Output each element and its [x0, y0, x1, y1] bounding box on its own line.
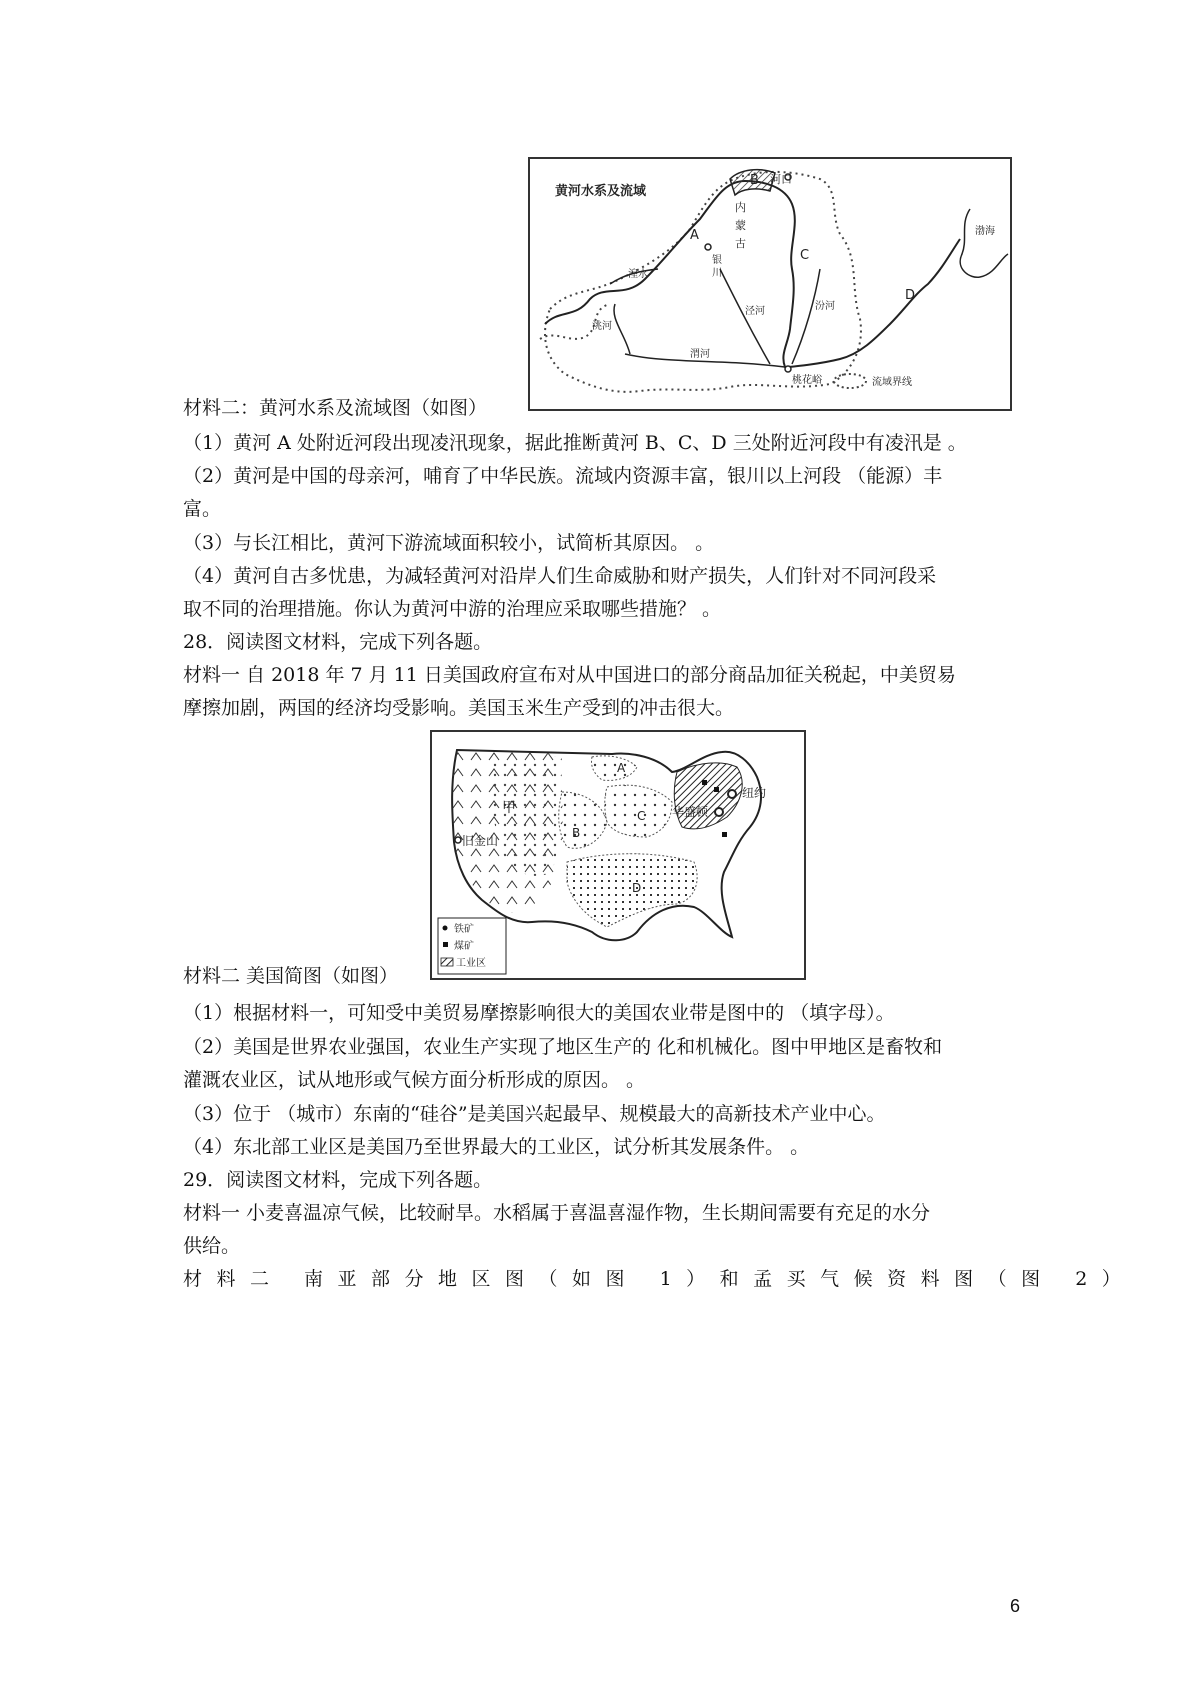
- label-gu: 古: [735, 237, 746, 250]
- usa-label-d: D: [632, 881, 642, 895]
- usa-label-newyork: 纽约: [742, 786, 767, 800]
- fenhe-river: [792, 269, 820, 364]
- legend-boundary: 流域界线: [872, 377, 912, 388]
- yellow-river-map: [528, 157, 1012, 411]
- usa-label-c: C: [637, 809, 646, 823]
- question-28-4: （4）东北部工业区是美国乃至世界最大的工业区，试分析其发展条件。 。: [183, 1136, 810, 1158]
- yellow-river-map-drawing: [530, 159, 1010, 409]
- question-28-1: （1）根据材料一，可知受中美贸易摩擦影响很大的美国农业带是图中的 （填字母）。: [183, 1002, 895, 1024]
- material-29-1-cont: 供给。: [183, 1235, 241, 1257]
- usa-label-sanfrancisco: 旧金山: [462, 834, 499, 848]
- question-29-heading: 29．阅读图文材料，完成下列各题。: [183, 1169, 493, 1191]
- usa-map-drawing: [432, 732, 804, 978]
- question-28-3: （3）位于 （城市）东南的“硅谷”是美国兴起最早、规模最大的高新技术产业中心。: [183, 1103, 886, 1125]
- label-bohai: 渤海: [975, 226, 995, 237]
- question-27-4-cont: 取不同的治理措施。你认为黄河中游的治理应采取哪些措施？ 。: [183, 598, 722, 620]
- question-27-2: （2）黄河是中国的母亲河，哺育了中华民族。流域内资源丰富，银川以上河段 （能源）丰: [183, 465, 943, 487]
- legend-industry: 工业区: [456, 958, 486, 969]
- map1-title: 黄河水系及流域: [555, 184, 647, 199]
- usa-label-b: B: [572, 826, 581, 840]
- question-28-2-cont: 灌溉农业区，试从地形或气候方面分析形成的原因。 。: [183, 1069, 646, 1091]
- material-29-2: 材料二 南亚部分地区图（如图 1）和孟买气候资料图（图 2）: [183, 1268, 1136, 1290]
- label-nei: 内: [735, 201, 746, 214]
- legend-iron: 铁矿: [454, 924, 474, 935]
- label-a: A: [690, 228, 699, 243]
- material-28-1: 材料一 自 2018 年 7 月 11 日美国政府宣布对从中国进口的部分商品加征关税起，中美贸易: [183, 664, 956, 686]
- question-27-2-cont: 富。: [183, 498, 222, 520]
- question-27-1: （1）黄河 A 处附近河段出现凌汛现象，据此推断黄河 B、C、D 三处附近河段中有凌汛是 。: [183, 432, 967, 454]
- label-taohe: 洮河: [592, 321, 612, 332]
- label-yinchuan-1: 银: [712, 255, 722, 266]
- label-meng: 蒙: [735, 219, 746, 232]
- label-hekou: 河口: [770, 173, 792, 186]
- material-29-1: 材料一 小麦喜温凉气候，比较耐旱。水稻属于喜温喜湿作物，生长期间需要有充足的水分: [183, 1202, 931, 1224]
- usa-label-a: A: [617, 761, 626, 775]
- taohe-river: [614, 304, 630, 354]
- label-b: B: [750, 173, 759, 188]
- question-28-heading: 28．阅读图文材料，完成下列各题。: [183, 631, 493, 653]
- label-fenhe: 汾河: [815, 301, 835, 312]
- page-number: 6: [1010, 1596, 1021, 1616]
- legend-coal: 煤矿: [454, 941, 474, 952]
- question-28-2: （2）美国是世界农业强国，农业生产实现了地区生产的 化和机械化。图中甲地区是畜牧和: [183, 1036, 943, 1058]
- label-jinghe: 泾河: [745, 306, 765, 317]
- label-d: D: [905, 288, 916, 303]
- label-c: C: [800, 248, 810, 263]
- question-27-4: （4）黄河自古多忧患，为减轻黄河对沿岸人们生命威胁和财产损失，人们针对不同河段采: [183, 565, 937, 587]
- question-27-3: （3）与长江相比，黄河下游流域面积较小，试简析其原因。 。: [183, 532, 715, 554]
- coastline: [960, 209, 1008, 277]
- figure1-caption: 材料二：黄河水系及流域图（如图）: [183, 397, 488, 419]
- material-28-1-cont: 摩擦加剧，两国的经济均受影响。美国玉米生产受到的冲击很大。: [183, 697, 735, 719]
- usa-map: [430, 730, 806, 980]
- usa-label-jia: 甲: [502, 800, 516, 816]
- label-huangshui: 湟水: [628, 269, 648, 280]
- usa-label-washington: 华盛顿: [672, 805, 709, 819]
- label-taohuayu: 桃花峪: [792, 375, 822, 386]
- figure2-caption: 材料二 美国简图（如图）: [183, 965, 399, 987]
- label-yinchuan-2: 川: [712, 268, 722, 279]
- label-weihe: 渭河: [690, 349, 710, 360]
- yellow-river-main: [545, 181, 960, 367]
